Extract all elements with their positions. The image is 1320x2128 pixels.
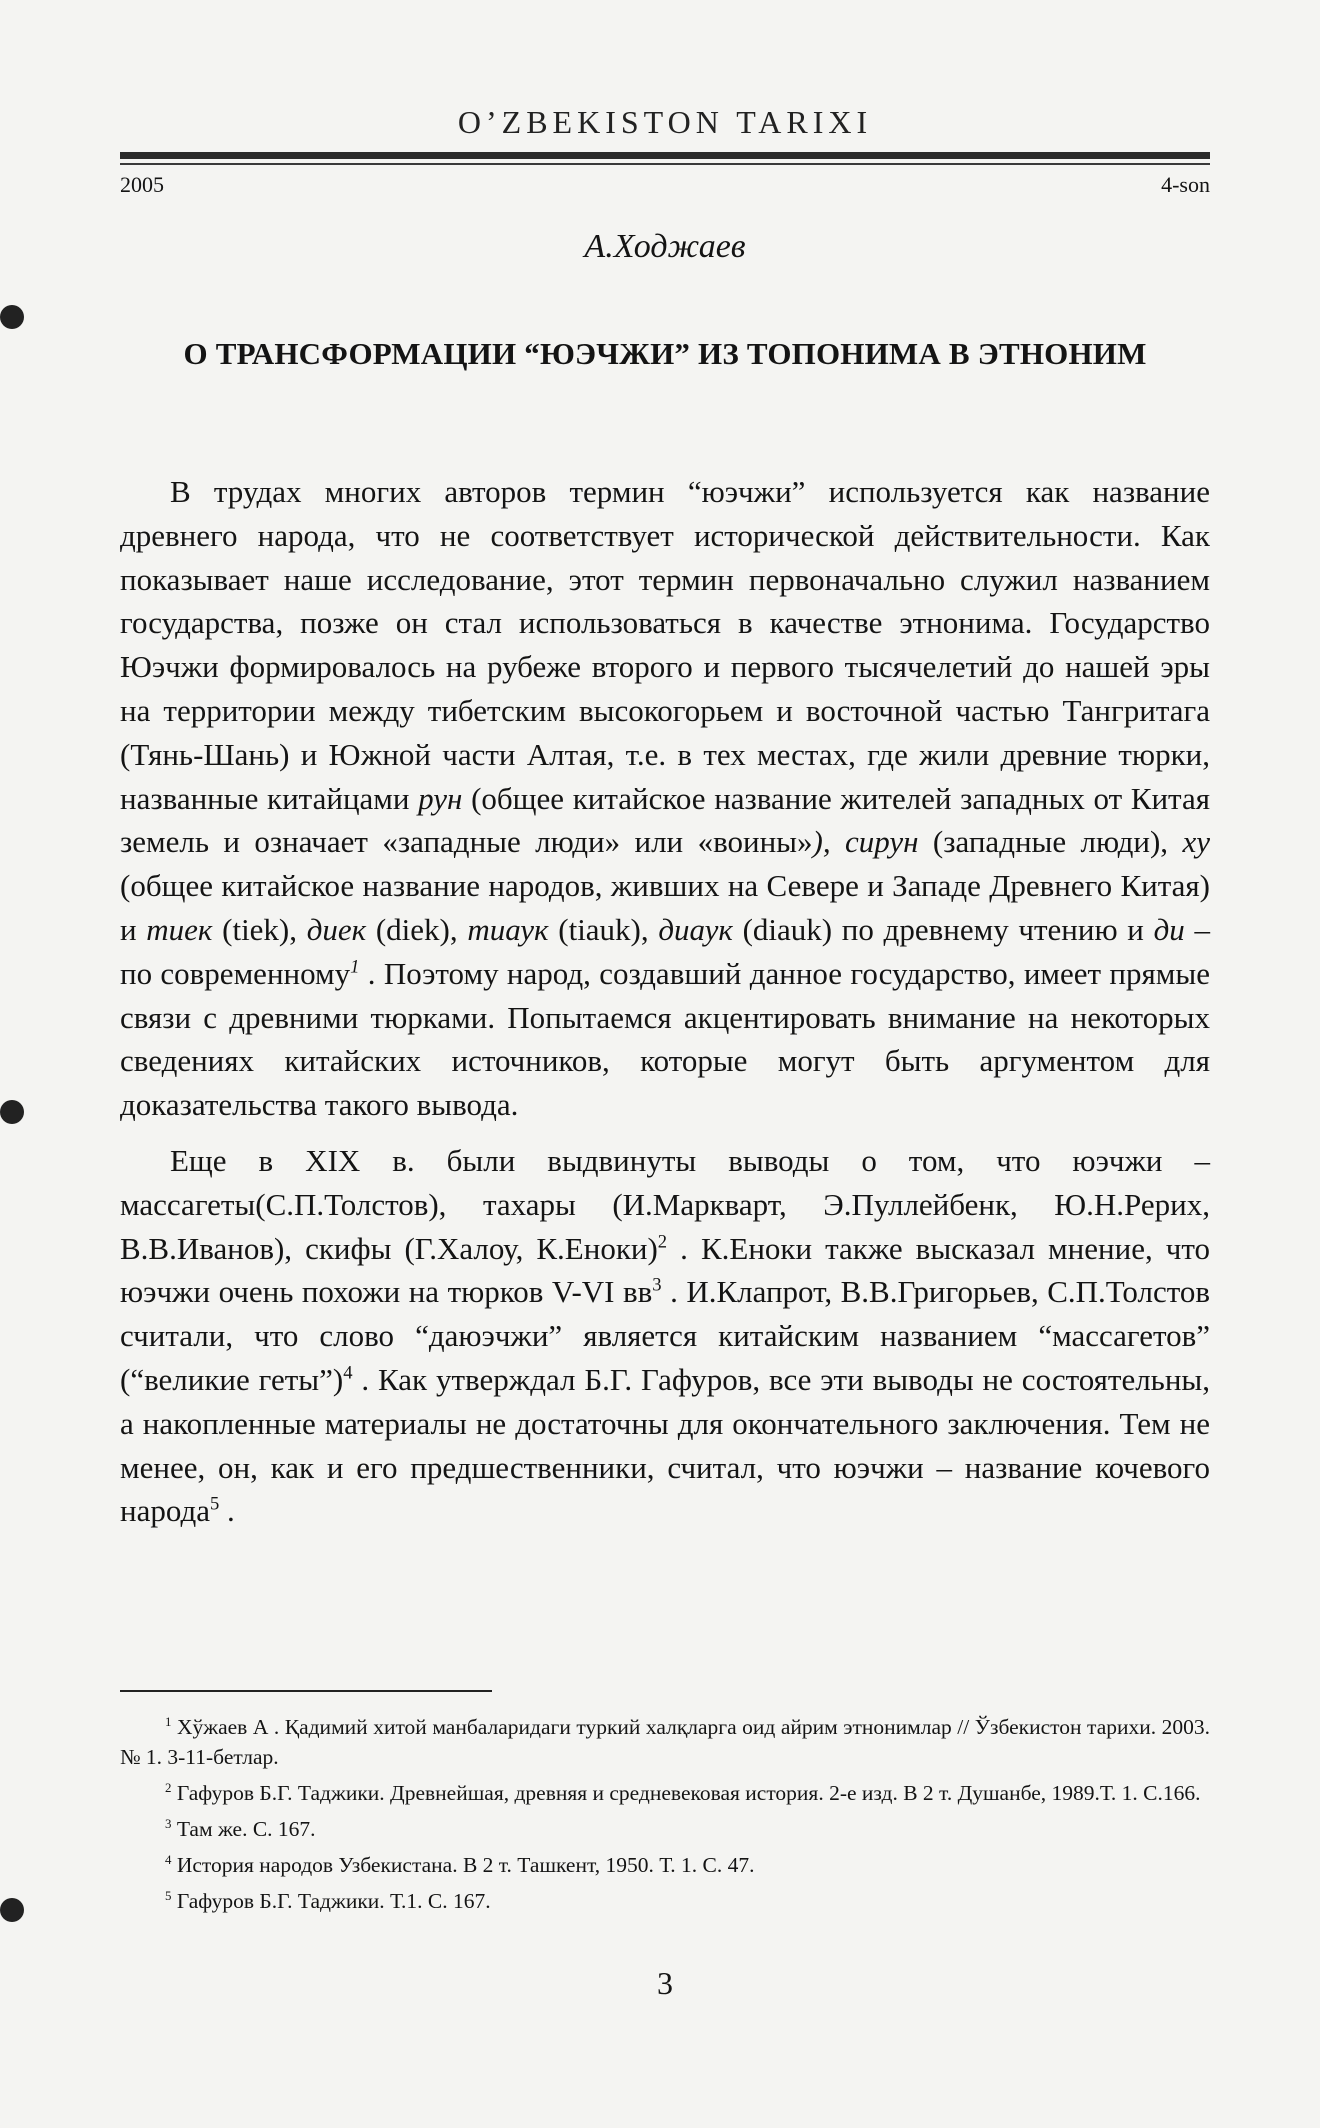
footnote-ref: 2: [657, 1231, 668, 1253]
footnote-ref: 4: [343, 1362, 353, 1384]
footnote-number: 4: [165, 1852, 172, 1867]
binder-hole-mark: [0, 1898, 24, 1922]
footnote-ref: 3: [652, 1275, 662, 1297]
text-run: – по современному: [120, 911, 1210, 991]
footnote-text: Там же. С. 167.: [171, 1817, 316, 1841]
issue-year: 2005: [120, 172, 164, 197]
text-run: .: [219, 1493, 235, 1529]
text-run: . К.Еноки также высказал мнение, что юэчжи очень похожи на тюрков V-VI вв: [120, 1230, 1210, 1310]
italic-term: тиек: [146, 911, 213, 947]
article-title: О ТРАНСФОРМАЦИИ “ЮЭЧЖИ” ИЗ ТОПОНИМА В ЭТНОНИМ: [183, 336, 1147, 371]
footnote-ref: 5: [210, 1494, 220, 1515]
italic-term: ди: [1153, 911, 1185, 947]
text-run: (западные люди),: [918, 824, 1183, 860]
text-run: . Как утверждал Б.Г. Гафуров, все эти выводы не состоятельны, а накопленные материалы не достаточны для окончательного заключения. Тем не менее, он, как и его предшественники, считал, что юэчжи – название кочевого народа: [120, 1361, 1210, 1529]
header-rule: [120, 152, 1210, 159]
text-run: Еще в XIX в. были выдвинуты выводы о том, что юэчжи – массагеты(С.П.Толстов), тахары (И.Маркварт, Э.Пуллейбенк, Ю.Н.Рерих, В.В.Иванов), скифы (Г.Халоу, К.Еноки): [120, 1142, 1210, 1266]
footnote-item: [120, 1712, 1210, 1772]
text-run: . Поэтому народ, создавший данное государство, имеет прямые связи с древними тюрками. Попытаемся акцентировать внимание на некоторых сведениях китайских источников, которые могут быть аргументом для доказательства такого вывода.: [120, 955, 1210, 1123]
italic-term: диаук: [658, 911, 733, 947]
article-author: А.Ходжаев: [584, 228, 746, 265]
italic-term: диек: [306, 911, 367, 947]
italic-term: ху: [1182, 824, 1211, 860]
body-paragraph: [120, 1139, 1210, 1533]
text-run: (diauk) по древнему чтению и: [732, 911, 1154, 947]
text-run: (tiauk),: [548, 911, 659, 947]
footnote-text: Гафуров Б.Г. Таджики. Т.1. С. 167.: [171, 1889, 491, 1913]
footnote-number: 2: [165, 1780, 172, 1795]
text-run: (tiek),: [212, 911, 307, 947]
binder-hole-mark: [0, 1100, 24, 1124]
binder-hole-mark: [0, 305, 24, 329]
page-number: 3: [657, 1965, 673, 2001]
footnote-number: 1: [165, 1714, 172, 1729]
text-run: (diek),: [366, 911, 468, 947]
text-run: (общее китайское название жителей западных от Китая земель и означает «западные люди» или «воины»: [120, 780, 1210, 860]
footnote-item: [120, 1814, 1210, 1844]
text-run: В трудах многих авторов термин “юэчжи” используется как название древнего народа, что не соответствует исторической действительности. Как показывает наше исследование, этот термин первоначально служил названием государства, позже он стал использоваться в качестве этнонима. Государство Юэчжи формировалось на рубеже второго и первого тысячелетий до нашей эры на территории между тибетским высокогорьем и восточной частью Тангритага (Тянь-Шань) и Южной части Алтая, т.е. в тех местах, где жили древние тюрки, названные китайцами: [120, 474, 1210, 816]
footnote-item: [120, 1778, 1210, 1808]
article-body: [120, 470, 1210, 1545]
footnote-text: Гафуров Б.Г. Таджики. Древнейшая, древняя и средневековая история. 2-е изд. В 2 т. Душанбе, 1989.Т. 1. С.166.: [171, 1781, 1201, 1805]
footnote-text: История народов Узбекистана. В 2 т. Ташкент, 1950. Т. 1. С. 47.: [171, 1853, 755, 1877]
italic-term: рун: [418, 780, 463, 816]
footnote-number: 3: [165, 1816, 172, 1831]
footnote-item: [120, 1886, 1210, 1916]
body-paragraph: [120, 470, 1210, 1127]
issue-number: 4-son: [1161, 172, 1210, 197]
italic-term: ), сирун: [812, 824, 919, 860]
footnote-ref: 1: [350, 956, 360, 978]
footnote-item: [120, 1850, 1210, 1880]
footnote-text: Хўжаев А . Қадимий хитой манбаларидаги туркий халқларга оид айрим этнонимлар // Ўзбекистон тарихи. 2003. № 1. 3-11-бетлар.: [120, 1715, 1210, 1769]
header-rule-thin: [120, 163, 1210, 165]
footnote-separator: [120, 1690, 492, 1692]
footnote-number: 5: [165, 1888, 172, 1903]
journal-title: O’ZBEKISTON TARIXI: [457, 104, 873, 140]
text-run: (общее китайское название народов, живших на Севере и Западе Древнего Китая) и: [120, 868, 1210, 947]
text-run: . И.Клапрот, В.В.Григорьев, С.П.Толстов считали, что слово “даюэчжи” является китайским названием “массагетов” (“великие геты”): [120, 1274, 1211, 1397]
footnotes: [120, 1712, 1210, 1922]
italic-term: тиаук: [467, 911, 549, 947]
